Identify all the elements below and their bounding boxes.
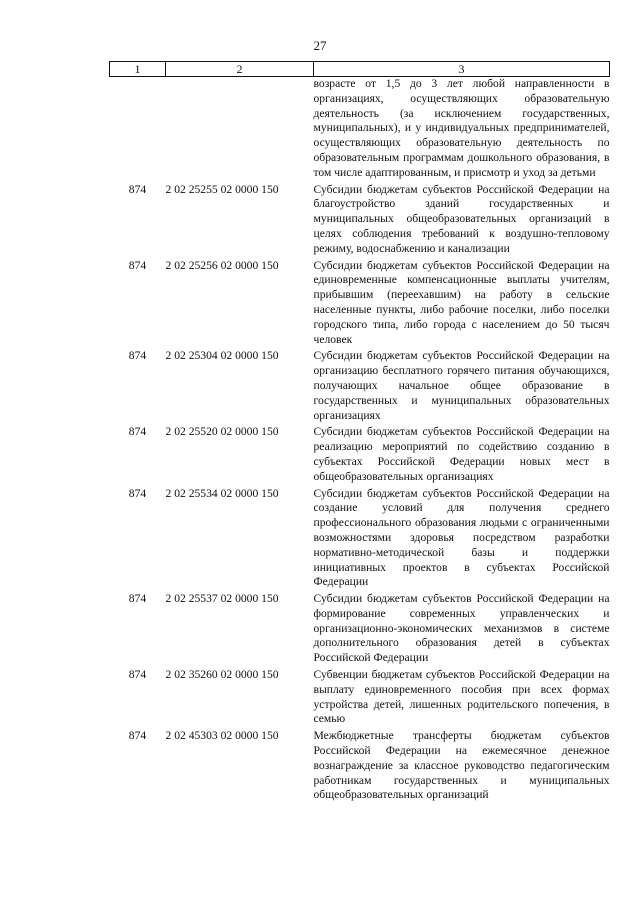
page-number: 27 — [313, 38, 327, 53]
table-row — [110, 425, 610, 486]
budget-code: 2 02 25534 02 0000 150 — [165, 486, 279, 500]
budget-code: 2 02 25256 02 0000 150 — [165, 258, 279, 272]
admin-code: 874 — [128, 349, 147, 363]
admin-code: 874 — [128, 729, 147, 743]
income-name: Субсидии бюджетам субъектов Российской Федерации на организацию бесплатного горячего питания обучающихся, получающих начальное общее образование в государственных и муниципальных образовательных организациях — [313, 349, 610, 422]
admin-code: 874 — [128, 425, 147, 439]
budget-code: 2 02 25537 02 0000 150 — [165, 592, 279, 606]
admin-code: 874 — [128, 592, 147, 606]
table-row — [110, 729, 610, 805]
revenue-codes-table — [109, 61, 610, 805]
income-name: Субсидии бюджетам субъектов Российской Федерации на создание условий для получения среднего профессионального образования людьми с ограниченными возможностями здоровья посредством разработки нормативно-методической базы и поддержки инициативных проектов в субъектах Российской Федерации — [313, 486, 610, 589]
budget-code: 2 02 25255 02 0000 150 — [165, 182, 279, 196]
budget-code: 2 02 35260 02 0000 150 — [165, 668, 279, 682]
budget-code: 2 02 45303 02 0000 150 — [165, 729, 279, 743]
table-row-continuation — [110, 77, 610, 183]
income-name: Субсидии бюджетам субъектов Российской Федерации на единовременные компенсационные выплаты учителям, прибывшим (переехавшим) на работу в сельские населенные пункты, либо рабочие поселки, либо поселки городского типа, либо города с населением до 50 тысяч человек — [313, 258, 610, 346]
table-row — [110, 349, 610, 425]
table-row — [110, 592, 610, 668]
column-header-3: 3 — [314, 62, 610, 77]
income-name: Субсидии бюджетам субъектов Российской Федерации на благоустройство зданий государственных и муниципальных общеобразовательных организаций в целях соблюдения требований к воздушно-тепловому режиму, водоснабжению и канализации — [313, 182, 610, 255]
table-row — [110, 259, 610, 350]
table-header-row — [110, 62, 610, 77]
table-row — [110, 668, 610, 729]
income-name: Межбюджетные трансферты бюджетам субъектов Российской Федерации на ежемесячное денежное вознаграждение за классное руководство педагогическим работникам государственных и муниципальных общеобразовательных организаций — [313, 729, 610, 802]
table-row — [110, 487, 610, 593]
income-name: Субсидии бюджетам субъектов Российской Федерации на реализацию мероприятий по содействию созданию в субъектах Российской Федерации новых мест в общеобразовательных организациях — [313, 425, 610, 483]
admin-code: 874 — [128, 258, 147, 272]
admin-code: 874 — [128, 182, 147, 196]
column-header-2: 2 — [166, 62, 314, 77]
continuation-text: возрасте от 1,5 до 3 лет любой направленности в организациях, осуществляющих образовательную деятельность (за исключением государственных, муниципальных), и у индивидуальных предпринимателей, осуществляющих образовательную деятельность по образовательным программам дошкольного образования, в том числе адаптированным, и присмотр и уход за детьми — [313, 77, 610, 179]
table-row — [110, 183, 610, 259]
column-header-1: 1 — [110, 62, 166, 77]
income-name: Субвенции бюджетам субъектов Российской Федерации на выплату единовременного пособия при всех формах устройства детей, лишенных родительского попечения, в семью — [313, 668, 610, 726]
admin-code: 874 — [128, 668, 147, 682]
budget-code: 2 02 25304 02 0000 150 — [165, 349, 279, 363]
income-name: Субсидии бюджетам субъектов Российской Федерации на формирование современных управленческих и организационно-экономических механизмов в системе дополнительного образования детей в субъектах Российской Федерации — [313, 592, 610, 665]
admin-code: 874 — [128, 486, 147, 500]
budget-code: 2 02 25520 02 0000 150 — [165, 425, 279, 439]
